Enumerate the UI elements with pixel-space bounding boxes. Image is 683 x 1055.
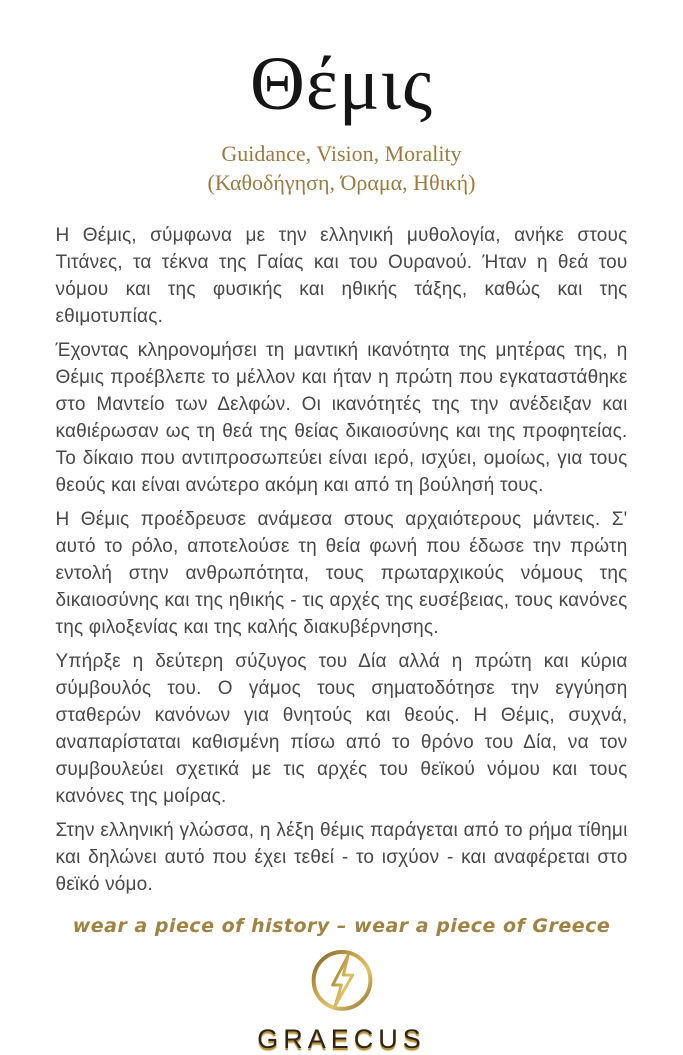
subtitle-english: Guidance, Vision, Morality [221, 141, 462, 167]
subtitle [0, 139, 683, 197]
paragraph-zeus-wife: Υπήρξε η δεύτερη σύζυγος του Δία αλλά η πρώτη και κύρια σύμβουλός του. Ο γάμος τους σηματοδότησε την εγγύηση σταθερών κανόνων για θνητούς και θεούς. Η Θέμις, συχνά, αναπαρίσταται καθισμένη πίσω από το θρόνο του Δία, να τον συμβουλεύει σχετικά με τις αρχές του θεϊκού νόμου και τους κανόνες της μοίρας. [55, 651, 628, 808]
paragraph-prophecy: Έχοντας κληρονομήσει τη μαντική ικανότητα της μητέρας της, η Θέμις προέβλεπε το μέλλον και ήταν η πρώτη που εγκαταστάθηκε στο Μαντείο των Δελφών. Οι ικανότητές της την ανέδειξαν και καθιέρωσαν ως τη θεά της θείας δικαιοσύνης και της προφητείας. Το δίκαιο που αντιπροσωπεύει είναι ιερό, ισχύει, ομοίως, για τους θεούς και είναι ανώτερο ακόμη και από τη βούλησή τους. [55, 340, 628, 497]
brand-tagline: wear a piece of history – wear a piece of Greece [72, 915, 611, 938]
brand-name: GRAECUS [257, 1024, 426, 1055]
body-text [56, 222, 628, 898]
paragraph-etymology: Στην ελληνική γλώσσα, η λέξη θέμις παράγεται από το ρήμα τίθημι και δηλώνει αυτό που έχει τεθεί - το ισχύον - και αναφέρεται στο θεϊκό νόμο. [55, 820, 628, 896]
lightning-bolt-in-circle-icon [309, 948, 375, 1016]
paragraph-origin: Η Θέμις, σύμφωνα με την ελληνική μυθολογία, ανήκε στους Τιτάνες, τα τέκνα της Γαίας και του Ουρανού. Ήταν η θεά του νόμου και της φυσικής και ηθικής τάξης, καθώς και της εθιμοτυπίας. [55, 225, 628, 328]
page-title: Θέμις [249, 42, 434, 126]
subtitle-greek: (Καθοδήγηση, Όραμα, Ηθική) [207, 170, 476, 196]
brand-logo [0, 948, 683, 1016]
paragraph-oracle-role: Η Θέμις προέδρευσε ανάμεσα στους αρχαιότερους μάντεις. Σ' αυτό το ρόλο, αποτελούσε τη θεία φωνή που έδωσε την πρώτη εντολή στην ανθρωπότητα, τους πρωταρχικούς νόμους της δικαιοσύνης και της ηθικής - τις αρχές της ευσέβειας, τους κανόνες της φιλοξενίας και της καλής διακυβέρνησης. [55, 509, 628, 639]
